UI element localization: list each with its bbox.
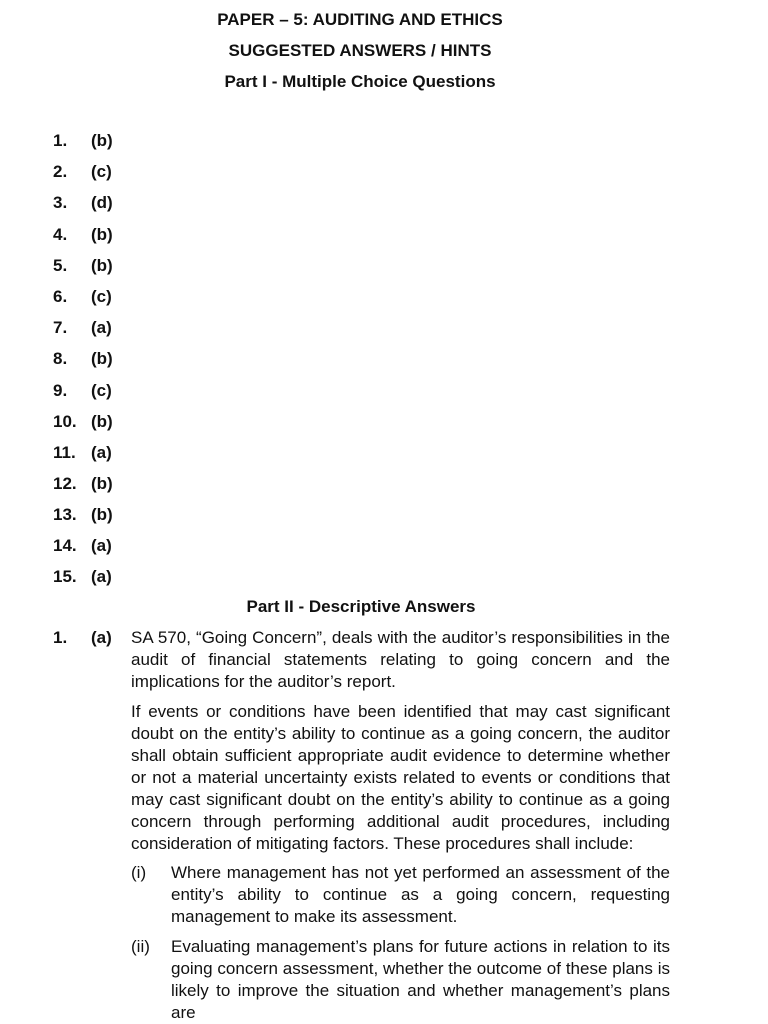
mcq-answer: (a) [91, 567, 112, 586]
list-item-text: Evaluating management’s plans for future actions in relation to its going concern assessment, whether the outcome of these plans is likely to improve the situation and whether management’s plans are [171, 937, 670, 1022]
mcq-number: 1. [53, 131, 68, 150]
document-subtitle: SUGGESTED ANSWERS / HINTS [228, 41, 492, 60]
mcq-answer: (a) [91, 536, 112, 555]
mcq-number: 13. [53, 505, 77, 524]
mcq-number: 2. [53, 162, 68, 181]
paper-title: PAPER – 5: AUDITING AND ETHICS [217, 10, 503, 29]
mcq-number: 10. [53, 412, 77, 431]
mcq-answer: (c) [91, 162, 112, 181]
mcq-number: 15. [53, 567, 77, 586]
question-number: 1. [53, 628, 68, 647]
mcq-number: 5. [53, 256, 68, 275]
mcq-answer: (b) [91, 412, 113, 431]
mcq-number: 8. [53, 349, 68, 368]
mcq-answer: (b) [91, 505, 113, 524]
mcq-answer: (b) [91, 474, 113, 493]
list-item-label: (ii) [131, 937, 150, 956]
mcq-number: 12. [53, 474, 77, 493]
mcq-number: 6. [53, 287, 68, 306]
mcq-answer: (d) [91, 193, 113, 212]
mcq-answer: (b) [91, 225, 113, 244]
mcq-number: 11. [53, 443, 76, 462]
mcq-answer: (b) [91, 349, 113, 368]
mcq-answer: (b) [91, 131, 113, 150]
mcq-answer: (a) [91, 443, 112, 462]
mcq-answer: (c) [91, 381, 112, 400]
mcq-number: 14. [53, 536, 77, 555]
answer-paragraph: If events or conditions have been identified that may cast significant doubt on the entity’s ability to continue as a going concern, the auditor shall obtain sufficient appropriate audit evidence to determine whether or not a material uncertainty exists related to events or conditions that may cast significant doubt on the entity’s ability to continue as a going concern through performing additional audit procedures, including consideration of mitigating factors. These procedures shall include: [131, 702, 670, 853]
list-item-text: Where management has not yet performed an assessment of the entity’s ability to continue as a going concern, requesting management to make its assessment. [171, 863, 670, 926]
mcq-number: 4. [53, 225, 68, 244]
mcq-number: 7. [53, 318, 68, 337]
answer-paragraph: SA 570, “Going Concern”, deals with the auditor’s responsibilities in the audit of financial statements relating to going concern and the implications for the auditor’s report. [131, 628, 670, 691]
list-item-label: (i) [131, 863, 147, 882]
mcq-number: 3. [53, 193, 68, 212]
mcq-answer: (b) [91, 256, 113, 275]
part1-title: Part I - Multiple Choice Questions [224, 72, 496, 91]
mcq-answer: (c) [91, 287, 112, 306]
mcq-number: 9. [53, 381, 68, 400]
mcq-answer: (a) [91, 318, 112, 337]
part2-title: Part II - Descriptive Answers [246, 597, 476, 616]
question-sub-label: (a) [91, 628, 112, 647]
